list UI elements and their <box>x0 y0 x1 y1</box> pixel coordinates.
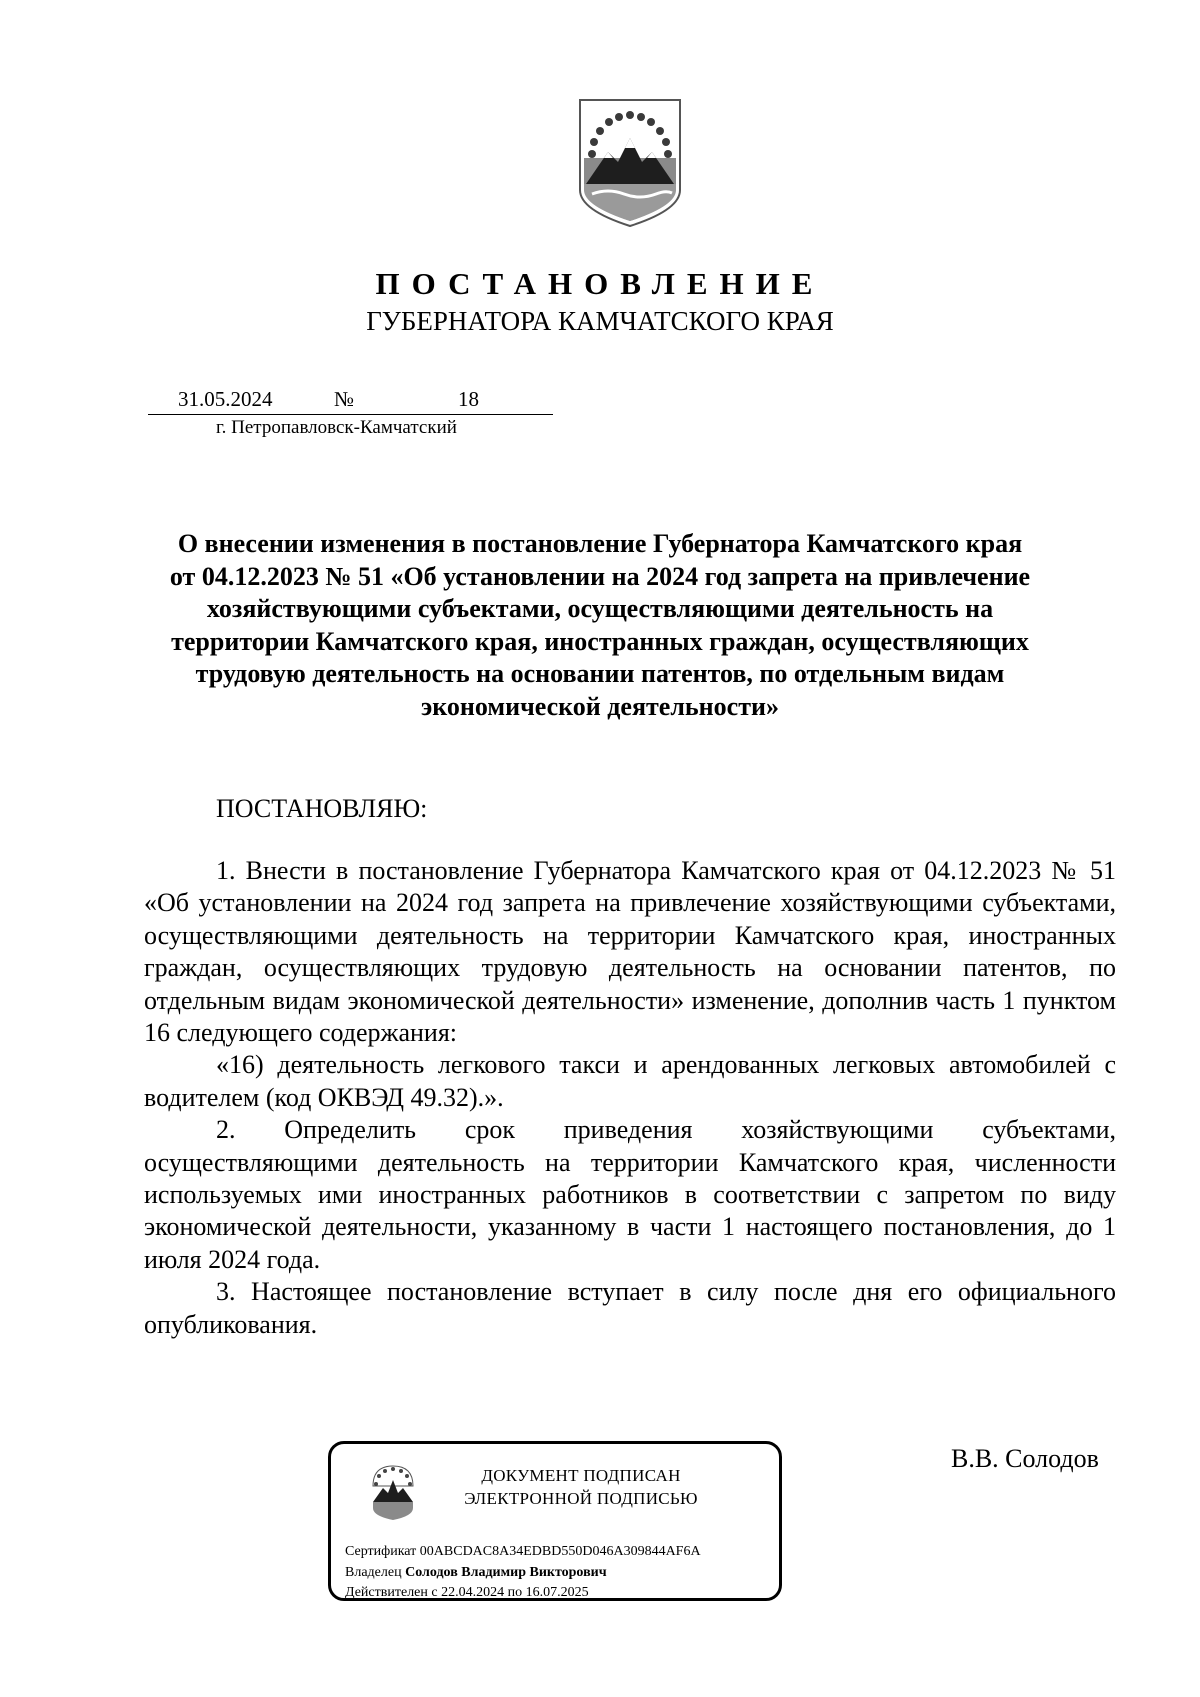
document-body <box>144 855 1116 1341</box>
kamchatka-coat-of-arms-icon <box>578 98 682 228</box>
title-line: трудовую деятельность на основании патентов, по отдельным видам <box>195 659 1005 688</box>
stamp-heading <box>431 1464 731 1510</box>
paragraph-2: 2. Определить срок приведения хозяйствующими субъектами, осуществляющими деятельность на территории Камчатского края, численности используемых ими иностранных работников в соответствии с запретом по виду экономической деятельности, указанному в части 1 настоящего постановления, до 1 июля 2024 года. <box>144 1115 1116 1274</box>
stamp-heading-line-1: ДОКУМЕНТ ПОДПИСАН <box>481 1466 681 1485</box>
certificate-line <box>345 1543 701 1561</box>
validity-line <box>345 1584 589 1602</box>
owner-value: Солодов Владимир Викторович <box>405 1565 607 1580</box>
issuer-name: ГУБЕРНАТОРА КАМЧАТСКОГО КРАЯ <box>366 306 834 336</box>
number-sign: № <box>334 387 355 411</box>
decree-word: ПОСТАНОВЛЯЮ: <box>216 794 428 823</box>
stamp-heading-line-2: ЭЛЕКТРОННОЙ ПОДПИСЬЮ <box>464 1489 698 1508</box>
title-line: О внесении изменения в постановление Губернатора Камчатского края <box>177 529 1023 558</box>
title-line: территории Камчатского края, иностранных граждан, осуществляющих <box>171 626 1029 656</box>
document-type: ПОСТАНОВЛЕНИЕ <box>375 266 825 301</box>
stamp-emblem-icon <box>369 1462 417 1522</box>
validity-label: Действителен с <box>345 1585 438 1600</box>
paragraph-3: 3. Настоящее постановление вступает в силу после дня его официального опубликования. <box>144 1277 1116 1339</box>
title-line: от 04.12.2023 № 51 «Об установлении на 2024 год запрета на привлечение <box>169 561 1031 591</box>
document-date: 31.05.2024 <box>178 387 273 411</box>
owner-line <box>345 1564 607 1582</box>
certificate-value: 00ABCDAC8A34EDBD550D046A309844AF6A <box>419 1544 701 1559</box>
document-number: 18 <box>458 387 479 411</box>
validity-to: 16.07.2025 <box>525 1585 589 1600</box>
paragraph-1-insert: «16) деятельность легкового такси и арендованных легковых автомобилей с водителем (код ОКВЭД 49.32).». <box>144 1050 1116 1112</box>
signer-name: В.В. Солодов <box>951 1444 1099 1473</box>
paragraph-1: 1. Внести в постановление Губернатора Камчатского края от 04.12.2023 № 51 «Об установлении на 2024 год запрета на привлечение хозяйствующими субъектами, осуществляющими деятельность на территории Камчатского края, иностранных граждан, осуществляющих трудовую деятельность на основании патентов, по отдельным видам экономической деятельности» изменение, дополнив часть 1 пунктом 16 следующего содержания: <box>144 856 1116 1048</box>
certificate-label: Сертификат <box>345 1544 417 1559</box>
title-line: хозяйствующими субъектами, осуществляющими деятельность на <box>206 594 994 623</box>
place-of-issue: г. Петропавловск-Камчатский <box>216 417 457 438</box>
document-title <box>120 528 1080 723</box>
owner-label: Владелец <box>345 1565 402 1580</box>
title-line: экономической деятельности» <box>421 691 779 721</box>
validity-from: 22.04.2024 <box>441 1585 505 1600</box>
electronic-signature-stamp <box>328 1441 782 1601</box>
date-number-line <box>148 384 553 415</box>
validity-to-label: по <box>507 1585 523 1600</box>
